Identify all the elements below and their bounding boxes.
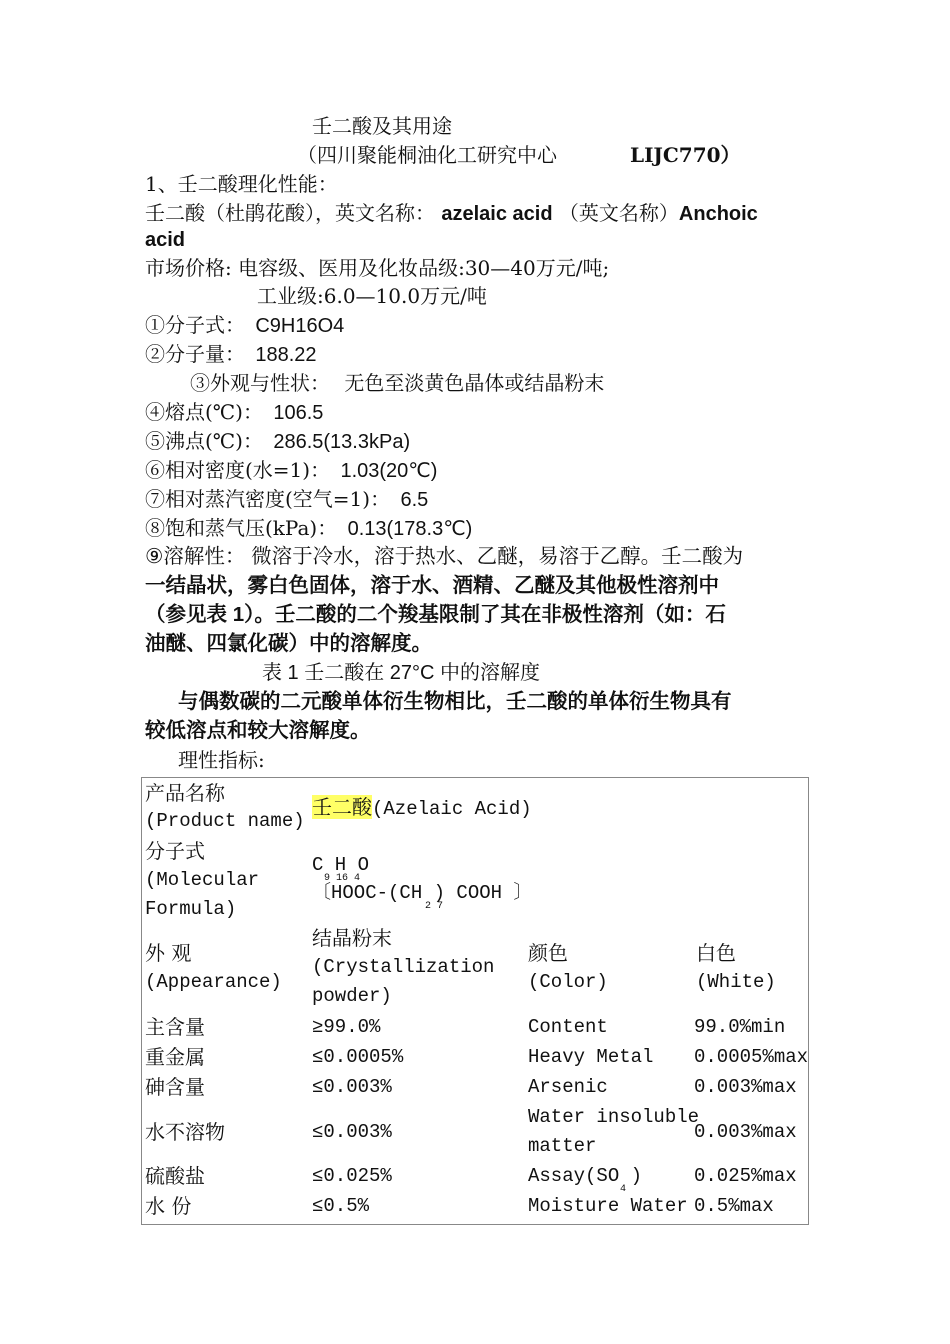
price-line: 市场价格: 电容级、医用及化妆品级:30—40万元/吨; xyxy=(145,256,610,280)
property-appearance xyxy=(190,369,604,397)
appearance-value-en2: powder) xyxy=(312,985,392,1007)
spec-row-cn: 水 份 xyxy=(145,1194,192,1218)
names-en2: Anchoic xyxy=(678,203,758,225)
property-melting xyxy=(145,398,323,427)
spec-table xyxy=(141,777,809,1225)
property-value: 0.13(178.3℃) xyxy=(347,518,473,540)
spec-row-en: Heavy Metal xyxy=(528,1046,654,1068)
solubility-line3: （参见表 1）。壬二酸的二个羧基限制了其在非极性溶剂（如：石 xyxy=(145,603,726,626)
product-name-label-en: (Product name) xyxy=(145,810,305,832)
formula-subscripts1: 9 16 4 xyxy=(324,873,361,884)
property-boiling xyxy=(145,427,410,456)
formula-label-en2: Formula) xyxy=(145,898,237,920)
spec-row-cn: 水不溶物 xyxy=(145,1120,225,1144)
property-label: ①分子式： xyxy=(145,313,245,337)
document-title: 壬二酸及其用途 xyxy=(312,114,452,138)
spec-row-spec: 0.5%max xyxy=(694,1195,774,1217)
property-value: 286.5(13.3kPa) xyxy=(273,431,411,453)
solubility-line1: ⑨溶解性： 微溶于冷水，溶于热水、乙醚，易溶于乙醇。壬二酸为 xyxy=(145,545,744,568)
spec-row-en2: matter xyxy=(528,1135,597,1157)
property-value: 188.22 xyxy=(255,344,317,366)
spec-row-en: Assay(SO ) xyxy=(528,1165,643,1187)
spec-row-limit: ≤0.0005% xyxy=(312,1046,404,1068)
property-vapor-pressure xyxy=(145,514,472,543)
property-label: ③外观与性状： xyxy=(190,371,330,395)
spec-row-cn: 主含量 xyxy=(145,1015,205,1039)
spec-row-limit: ≥99.0% xyxy=(312,1016,381,1038)
spec-row-spec: 0.025%max xyxy=(694,1165,797,1187)
price-industrial: 工业级:6.0—10.0万元/吨 xyxy=(257,284,487,308)
spec-row-spec: 99.0%min xyxy=(694,1016,786,1038)
property-value: 无色至淡黄色晶体或结晶粉末 xyxy=(344,371,605,395)
formula-subscripts2: 2 7 xyxy=(425,901,444,912)
property-label: ⑥相对密度(水=1)： xyxy=(145,458,331,482)
spec-row-limit: ≤0.025% xyxy=(312,1165,392,1187)
color-label-en: (Color) xyxy=(528,971,608,993)
formula-line1: C H O xyxy=(312,854,370,876)
property-value: 106.5 xyxy=(273,402,324,424)
names-line xyxy=(145,199,758,228)
names-mid: （英文名称） xyxy=(558,201,679,225)
property-label: ⑤沸点(℃)： xyxy=(145,429,263,453)
property-value: C9H16O4 xyxy=(255,315,345,337)
spec-row-en: Moisture Water xyxy=(528,1195,688,1217)
spec-row-cn: 重金属 xyxy=(145,1045,205,1069)
property-label: ⑧饱和蒸气压(kPa)： xyxy=(145,516,338,540)
property-vapor-density xyxy=(145,485,428,514)
spec-row-en: Arsenic xyxy=(528,1076,608,1098)
property-label: ②分子量： xyxy=(145,342,245,366)
color-value-en: (White) xyxy=(696,971,776,993)
product-name-value xyxy=(312,792,532,824)
spec-row-cn: 砷含量 xyxy=(145,1075,205,1099)
product-name-label-cn: 产品名称 xyxy=(145,781,225,805)
solubility-line2: 一结晶状，雾白色固体，溶于水、酒精、乙醚及其他极性溶剂中 xyxy=(145,574,719,597)
color-value-cn: 白色 xyxy=(696,941,736,965)
names-cn: 壬二酸（杜鹃花酸），英文名称： xyxy=(145,201,435,225)
specs-label: 理性指标: xyxy=(178,748,265,772)
spec-row-cn: 硫酸盐 xyxy=(145,1164,205,1188)
product-name-en: (Azelaic Acid) xyxy=(372,798,532,820)
names-en1: azelaic acid xyxy=(441,203,553,225)
property-label: ④熔点(℃)： xyxy=(145,400,263,424)
comparison-line2: 较低溶点和较大溶解度。 xyxy=(145,719,371,742)
property-density xyxy=(145,456,437,485)
spec-row-en: Water insoluble xyxy=(528,1106,700,1128)
spec-row-spec: 0.0005%max xyxy=(694,1046,809,1068)
formula-label-en1: (Molecular xyxy=(145,869,260,891)
formula-label-cn: 分子式 xyxy=(145,839,205,863)
color-label-cn: 颜色 xyxy=(528,941,568,965)
spec-row-spec: 0.003%max xyxy=(694,1076,797,1098)
source-code: LIJC770） xyxy=(630,143,741,167)
spec-row-spec: 0.003%max xyxy=(694,1121,797,1143)
source-org: （四川聚能桐油化工研究中心 xyxy=(297,143,557,167)
spec-row-en: Content xyxy=(528,1016,608,1038)
table1-caption: 表 1 壬二酸在 27°C 中的溶解度 xyxy=(262,662,541,684)
appearance-value-en1: (Crystallization xyxy=(312,956,495,978)
spec-row-en-subscript: 4 xyxy=(620,1184,627,1195)
solubility-line4: 油醚、四氯化碳）中的溶解度。 xyxy=(145,632,432,655)
property-weight xyxy=(145,340,317,369)
property-formula xyxy=(145,311,344,340)
property-label: ⑦相对蒸汽密度(空气=1)： xyxy=(145,487,391,511)
spec-row-limit: ≤0.003% xyxy=(312,1121,392,1143)
spec-row-limit: ≤0.003% xyxy=(312,1076,392,1098)
property-value: 6.5 xyxy=(400,489,429,511)
product-name-highlight: 壬二酸 xyxy=(312,795,372,819)
comparison-line1: 与偶数碳的二元酸单体衍生物相比，壬二酸的单体衍生物具有 xyxy=(178,690,732,713)
appearance-label-cn: 外 观 xyxy=(145,941,192,965)
appearance-value-cn: 结晶粉末 xyxy=(312,926,392,950)
appearance-label-en: (Appearance) xyxy=(145,971,282,993)
section1-heading: 1、壬二酸理化性能： xyxy=(145,172,338,196)
property-value: 1.03(20℃) xyxy=(340,460,438,482)
spec-row-limit: ≤0.5% xyxy=(312,1195,370,1217)
names-en2-cont: acid xyxy=(145,229,186,251)
formula-line2: 〔HOOC-(CH ) COOH 〕 xyxy=(312,882,533,904)
